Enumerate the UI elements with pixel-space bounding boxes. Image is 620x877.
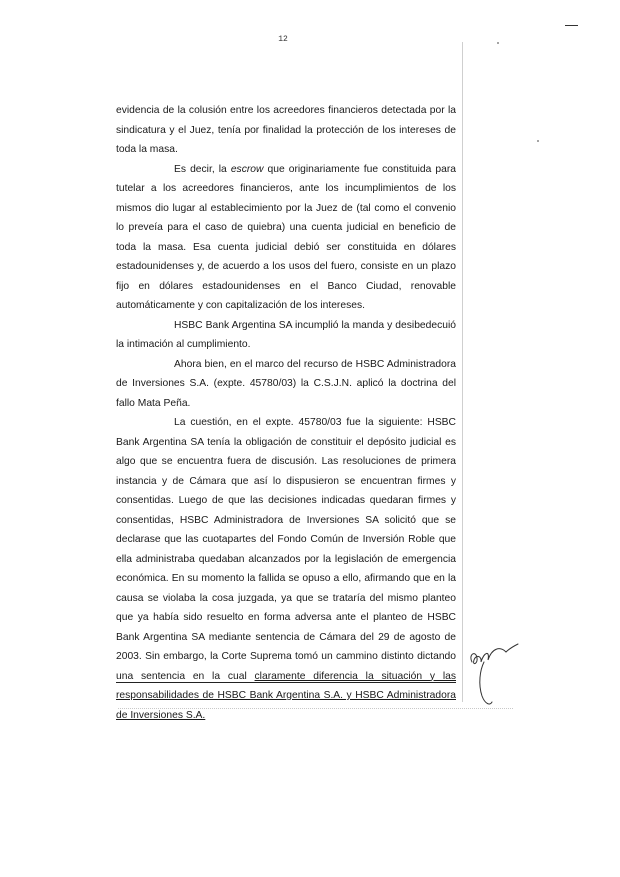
paragraph-3: HSBC Bank Argentina SA incumplió la manda y desibedecuió la intimación al cumplimiento. <box>116 319 456 350</box>
scan-fold-line <box>118 708 513 709</box>
paragraph-2-intro: Es decir, la <box>174 163 231 175</box>
paragraph-1: evidencia de la colusión entre los acreedores financieros detectada por la sindicatura y el Juez, tenía por finalidad la protección de los intereses de toda la masa. <box>116 105 456 155</box>
right-margin-line <box>462 42 463 702</box>
corner-dash-mark <box>565 25 578 26</box>
scan-speck <box>497 42 499 44</box>
paragraph-5-text: La cuestión, en el expte. 45780/03 fue la siguiente: HSBC Bank Argentina SA tenía la obligación de constituir el depósito judicial es algo que se encuentra fuera de discusión. Las resoluciones de primera instancia y de Cámara que así lo dispusieron se encuentran firmes y consentidas. Luego de que las decisiones indicadas quedaran firmes y consentidas, HSBC Administradora de Inversiones SA solicitó que se declarase que las cuotapartes del Fondo Común de Inversión Roble que ella administraba quedaban alcanzados por la legislación de emergencia económica. En su momento la fallida se opuso a ello, afirmando que en la causa se violaba la cosa juzgada, ya que se trataría del mismo planteo que ya había sido resuelto en forma adversa ante el planteo de HSBC Bank Argentina SA mediante sentencia de Cámara del 29 de agosto de 2003. Sin embargo, la Corte Suprema tomó un cammino distinto dictando una sentencia en la cual <box>116 417 456 682</box>
paragraph-4: Ahora bien, en el marco del recurso de HSBC Administradora de Inversiones S.A. (expte. 45780/03) la C.S.J.N. aplicó la doctrina del fallo Mata Peña. <box>116 358 456 409</box>
paragraph-2 <box>116 160 456 316</box>
scan-speck <box>537 140 539 142</box>
paragraph-5 <box>116 413 456 725</box>
end-rule <box>116 682 456 683</box>
document-body <box>116 101 456 725</box>
escrow-term: escrow <box>230 163 264 175</box>
handwritten-initials-signature <box>462 640 522 710</box>
page-number: 12 <box>278 35 288 44</box>
paragraph-2-text: que originariamente fue constituida para tutelar a los acreedores financieros, ante los incumplimientos de los mismos dio lugar al establecimiento por la Juez de (tal como el convenio lo preveía para el caso de quiebra) una cuenta judicial en beneficio de toda la masa. Esa cuenta judicial debió ser constituida en dólares estadounidenses y, de acuerdo a los usos del fuero, consiste en un plazo fijo en dólares estadounidenses en el Banco Ciudad, renovable automáticamente y con capitalización de los intereses. <box>116 163 457 311</box>
underlined-conclusion: claramente diferencia la situación y las responsabilidades de HSBC Bank Argentina S.A. y HSBC Administradora de Inversiones S.A. <box>116 670 456 721</box>
